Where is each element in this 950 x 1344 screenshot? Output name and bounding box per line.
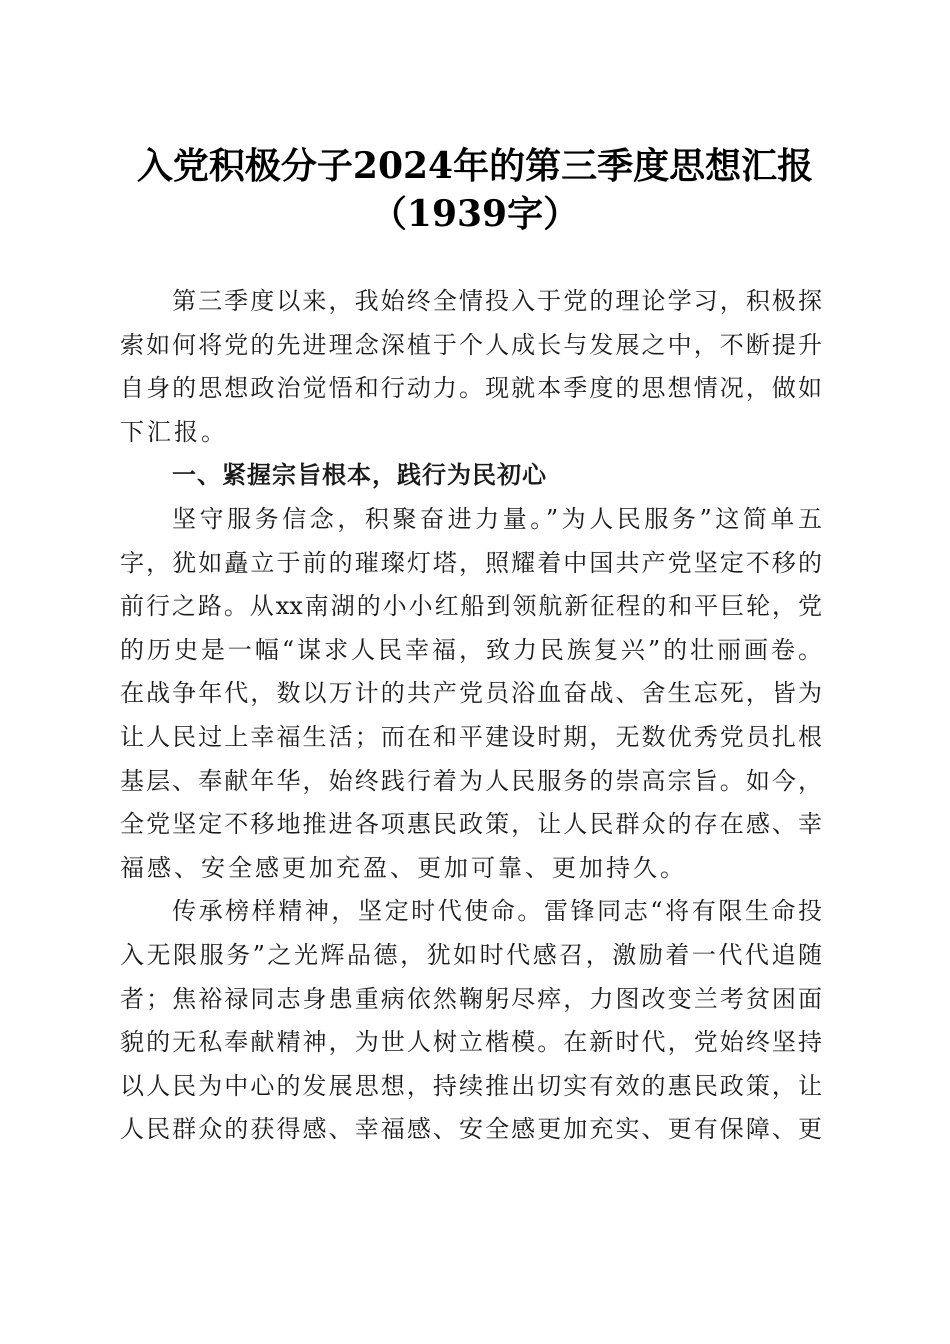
paragraph-line: 字，犹如矗立于前的璀璨灯塔，照耀着中国共产党坚定不移的 [120,548,822,577]
document-subtitle-word-count: （1939字） [370,193,580,235]
paragraph-line: 人民群众的获得感、幸福感、安全感更加充实、更有保障、更 [120,1115,822,1144]
section-heading: 一、紧握宗旨根本，践行为民初心 [172,461,547,490]
paragraph-line: 全党坚定不移地推进各项惠民政策，让人民群众的存在感、幸 [120,810,822,839]
paragraph-line: 基层、奉献年华，始终践行着为人民服务的崇高宗旨。如今， [120,766,822,795]
paragraph-line: 索如何将党的先进理念深植于个人成长与发展之中，不断提升 [120,330,822,359]
paragraph-line: 的历史是一幅“谋求人民幸福，致力民族复兴”的壮丽画卷。 [120,635,822,664]
document-title: 入党积极分子2024年的第三季度思想汇报 [136,145,814,187]
paragraph-line: 入无限服务”之光辉品德，犹如时代感召，激励着一代代追随 [120,940,822,969]
paragraph-line: 让人民过上幸福生活；而在和平建设时期，无数优秀党员扎根 [120,722,822,751]
paragraph-line: 传承榜样精神，坚定时代使命。雷锋同志“将有限生命投 [172,897,822,926]
paragraph-line: 貌的无私奉献精神，为世人树立楷模。在新时代，党始终坚持 [120,1028,822,1057]
paragraph-line: 坚守服务信念，积聚奋进力量。”为人民服务”这简单五 [172,504,822,533]
paragraph-line: 第三季度以来，我始终全情投入于党的理论学习，积极探 [172,287,822,315]
paragraph-line: 福感、安全感更加充盈、更加可靠、更加持久。 [120,853,687,882]
document-body [120,280,822,1152]
paragraph-line: 前行之路。从xx南湖的小小红船到领航新征程的和平巨轮，党 [120,592,822,621]
paragraph-line: 自身的思想政治觉悟和行动力。现就本季度的思想情况，做如 [120,374,822,403]
paragraph-line: 下汇报。 [120,417,228,446]
paragraph-line: 者；焦裕禄同志身患重病依然鞠躬尽瘁，力图改变兰考贫困面 [120,984,822,1013]
paragraph-line: 以人民为中心的发展思想，持续推出切实有效的惠民政策，让 [120,1071,822,1100]
paragraph-line: 在战争年代，数以万计的共产党员浴血奋战、舍生忘死，皆为 [120,679,822,708]
